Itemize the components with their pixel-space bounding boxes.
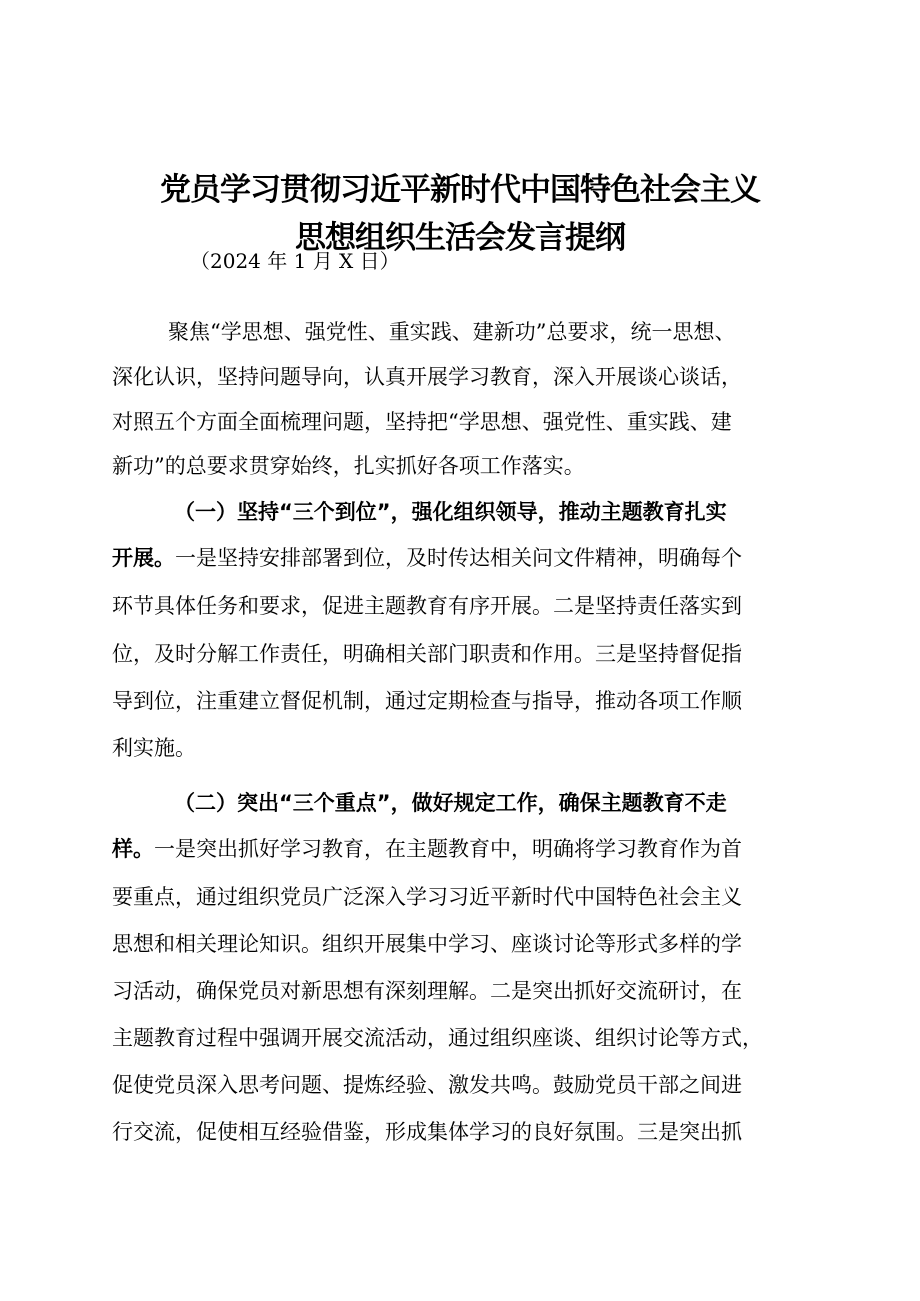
section-2-line: 思想和相关理论知识。组织开展集中学习、座谈讨论等形式多样的学 xyxy=(112,932,742,956)
section-2-line: 要重点，通过组织党员广泛深入学习习近平新时代中国特色社会主义 xyxy=(112,885,742,909)
section-2-heading: （二）突出“三个重点”，做好规定工作，确保主题教育不走 xyxy=(174,791,727,815)
document-title-line-1: 党员学习贯彻习近平新时代中国特色社会主义 xyxy=(160,172,760,208)
section-1-line: 导到位，注重建立督促机制，通过定期检查与指导，推动各项工作顺 xyxy=(112,689,742,713)
section-1-line: 环节具体任务和要求，促进主题教育有序开展。二是坚持责任落实到 xyxy=(112,594,742,618)
section-1-line: 利实施。 xyxy=(112,736,196,760)
section-2-line: 习活动，确保党员对新思想有深刻理解。二是突出抓好交流研讨，在 xyxy=(112,979,742,1003)
section-2-line xyxy=(112,834,742,864)
section-2-line: 主题教育过程中强调开展交流活动，通过组织座谈、组织讨论等方式， xyxy=(112,1026,763,1050)
document-title-line-2: 思想组织生活会发言提纲 xyxy=(295,220,625,256)
intro-line: 聚焦“学思想、强党性、重实践、建新功”总要求，统一思想、 xyxy=(168,320,736,344)
intro-line: 新功”的总要求贯穿始终，扎实抓好各项工作落实。 xyxy=(112,454,585,478)
document-date: （2024 年 1 月 X 日） xyxy=(190,249,400,273)
section-2-line: 促使党员深入思考问题、提炼经验、激发共鸣。鼓励党员干部之间进 xyxy=(112,1073,742,1097)
intro-line: 深化认识，坚持问题导向，认真开展学习教育，深入开展谈心谈话， xyxy=(112,365,742,389)
section-1-line xyxy=(112,543,742,573)
section-1-heading: （一）坚持“三个到位”，强化组织领导，推动主题教育扎实 xyxy=(174,500,727,524)
intro-line: 对照五个方面全面梳理问题，坚持把“学思想、强党性、重实践、建 xyxy=(112,410,732,434)
section-1-text: 一是坚持安排部署到位，及时传达相关问文件精神，明确每个 xyxy=(175,546,742,570)
section-1-heading-end: 开展。 xyxy=(112,546,175,570)
section-2-heading-end: 样。 xyxy=(112,837,154,861)
section-1-line: 位，及时分解工作责任，明确相关部门职责和作用。三是坚持督促指 xyxy=(112,642,742,666)
section-2-text: 一是突出抓好学习教育，在主题教育中，明确将学习教育作为首 xyxy=(154,837,742,861)
section-2-line: 行交流，促使相互经验借鉴，形成集体学习的良好氛围。三是突出抓 xyxy=(112,1120,742,1144)
